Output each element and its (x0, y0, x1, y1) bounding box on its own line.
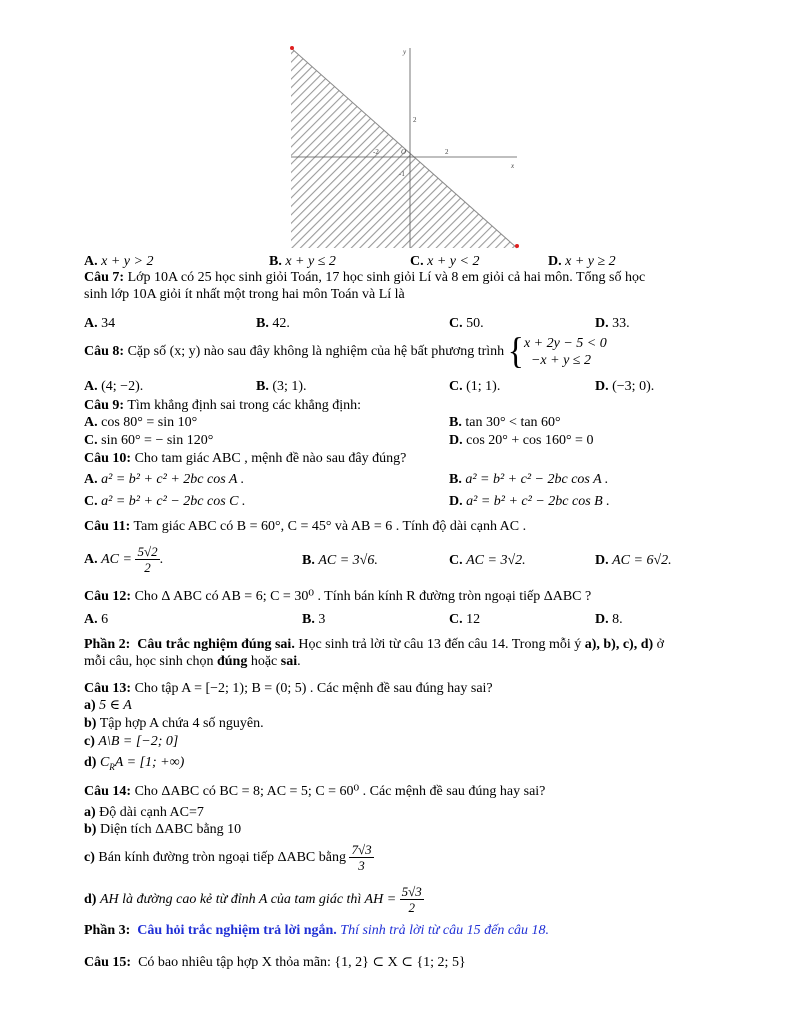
q10-option-d: D. a² = b² + c² − 2bc cos B . (449, 494, 610, 509)
q8-option-c: C. (1; 1). (449, 379, 501, 394)
tick-label: 2 (445, 148, 449, 156)
q13-item-c: c) A\B = [−2; 0] (84, 734, 179, 749)
q10-option-a: A. a² = b² + c² + 2bc cos A . (84, 472, 245, 487)
q12-option-a: A. 6 (84, 612, 109, 627)
q7-option-a: A. 34 (84, 316, 116, 331)
q14-stem: Câu 14: Cho ΔABC có BC = 8; AC = 5; C = 60⁰ . Các mệnh đề sau đúng hay sai? (84, 784, 546, 799)
q6-option-c: C. x + y < 2 (410, 254, 480, 269)
q8-stem: Câu 8: Cặp số (x; y) nào sau đây không là nghiệm của hệ bất phương trình {x + 2y − 5 < 0 −x + y ≤ 2 (84, 330, 607, 372)
corner-point-bottom (515, 244, 519, 248)
inequality-system: x + 2y − 5 < 0 −x + y ≤ 2 (523, 335, 607, 368)
q9-option-a: A. cos 80° = sin 10° (84, 415, 198, 430)
q8-option-d: D. (−3; 0). (595, 379, 655, 394)
q15-stem: Câu 15: Có bao nhiêu tập hợp X thỏa mãn: {1, 2} ⊂ X ⊂ {1; 2; 5} (84, 955, 466, 970)
q6-option-a: A. x + y > 2 (84, 254, 154, 269)
fraction: $\frac{5√3}{2}$ (401, 884, 422, 916)
q12-option-c: C. 12 (449, 612, 481, 627)
q11-option-c: C. AC = 3√2. (449, 553, 526, 568)
q11-stem: Câu 11: Tam giác ABC có B = 60°, C = 45° và AB = 6 . Tính độ dài cạnh AC . (84, 519, 527, 534)
q14-item-b: b) Diện tích ΔABC bằng 10 (84, 822, 242, 837)
origin-label: O (401, 148, 407, 156)
q14-item-a: a) Độ dài cạnh AC=7 (84, 805, 204, 820)
q9-option-b: B. tan 30° < tan 60° (449, 415, 561, 430)
q13-item-b: b) Tập hợp A chứa 4 số nguyên. (84, 716, 264, 731)
corner-point-top (290, 46, 294, 50)
q10-option-b: B. a² = b² + c² − 2bc cos A . (449, 472, 609, 487)
q12-option-b: B. 3 (302, 612, 326, 627)
q8-option-a: A. (4; −2). (84, 379, 144, 394)
q11-option-a: A. AC = $\frac{5√2}{2}$ . (84, 544, 164, 576)
q9-option-c: C. sin 60° = − sin 120° (84, 433, 214, 448)
q10-option-c: C. a² = b² + c² − 2bc cos C . (84, 494, 246, 509)
q14-item-c: c) Bán kính đường tròn ngoại tiếp ΔABC bằng $\frac{7√3}{3}$ (84, 842, 372, 874)
q13-stem: Câu 13: Cho tập A = [−2; 1); B = (0; 5) . Các mệnh đề sau đúng hay sai? (84, 681, 493, 696)
q11-option-d: D. AC = 6√2. (595, 553, 672, 568)
q6-option-b: B. x + y ≤ 2 (269, 254, 336, 269)
q11-option-b: B. AC = 3√6. (302, 553, 378, 568)
q10-stem: Câu 10: Cho tam giác ABC , mệnh đề nào sau đây đúng? (84, 451, 407, 466)
q6-option-d: D. x + y ≥ 2 (548, 254, 616, 269)
q7-option-b: B. 42. (256, 316, 290, 331)
q12-option-d: D. 8. (595, 612, 623, 627)
part3-heading: Phần 3: Câu hỏi trắc nghiệm trả lời ngắn. Thí sinh trả lời từ câu 15 đến câu 18. (84, 923, 550, 938)
q8-option-b: B. (3; 1). (256, 379, 307, 394)
inequality-graph (285, 42, 545, 257)
part2-heading-cont: mỗi câu, học sinh chọn đúng hoặc sai. (84, 654, 301, 669)
tick-label: -1 (399, 170, 405, 178)
q7-option-d: D. 33. (595, 316, 630, 331)
y-axis-label: y (403, 48, 407, 56)
fraction: $\frac{7√3}{3}$ (351, 842, 372, 874)
q13-item-a: a) 5 ∈ A (84, 698, 132, 713)
q7-option-c: C. 50. (449, 316, 484, 331)
q9-option-d: D. cos 20° + cos 160° = 0 (449, 433, 594, 448)
q13-item-d: d) $C_RA = [1$; +∞) (84, 755, 185, 772)
part2-heading: Phần 2: Câu trắc nghiệm đúng sai. Học sinh trả lời từ câu 13 đến câu 14. Trong mỗi ý a), b), c), d) ở (84, 637, 665, 652)
q9-stem: Câu 9: Tìm khẳng định sai trong các khẳng định: (84, 398, 361, 413)
q12-stem: Câu 12: Cho Δ ABC có AB = 6; C = 30⁰ . Tính bán kính R đường tròn ngoại tiếp ΔABC ? (84, 589, 592, 604)
tick-label: 2 (413, 116, 417, 124)
system-brace: { (507, 330, 524, 372)
q7-stem: Câu 7: Lớp 10A có 25 học sinh giỏi Toán, 17 học sinh giỏi Lí và 8 em giỏi cả hai môn. Tổng số học (84, 270, 646, 285)
q14-item-d: d) AH là đường cao kẻ từ đỉnh A của tam giác thì AH = $\frac{5√3}{2}$ (84, 884, 422, 916)
fraction: $\frac{5√2}{2}$ (137, 544, 158, 576)
x-axis-label: x (511, 162, 515, 170)
q7-stem-cont: sinh lớp 10A giỏi ít nhất một trong hai môn Toán và Lí là (84, 287, 405, 302)
tick-label: -2 (373, 148, 379, 156)
